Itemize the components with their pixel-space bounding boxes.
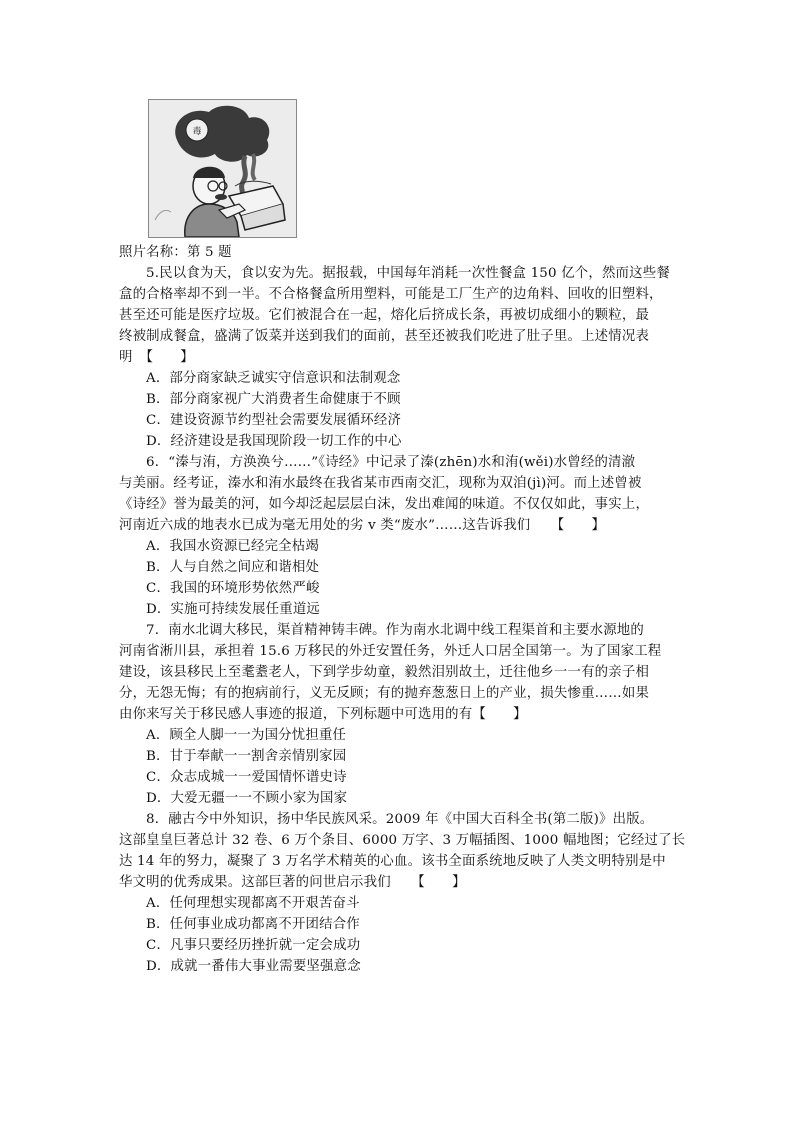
photo-caption: 照片名称：第 5 题 xyxy=(119,245,232,260)
q8-line: 华文明的优秀成果。这部巨著的问世启示我们 【 】 xyxy=(119,875,466,890)
q6-line: 《诗经》誉为最美的河，如今却泛起层层白沫，发出难闻的味道。不仅仅如此，事实上， xyxy=(119,497,650,512)
q5-option-a: A．部分商家缺乏诚实守信意识和法制观念 xyxy=(146,371,401,386)
q5-line: 5.民以食为天，食以安为先。据报载，中国每年消耗一次性餐盒 150 亿个，然而这些餐 xyxy=(146,266,670,281)
q7-line: 建设，该县移民上至耄耋老人，下到学步幼童，毅然泪别故土，迁往他乡一一有的亲子相 xyxy=(119,665,650,680)
q5-option-c: C．建设资源节约型社会需要发展循环经济 xyxy=(146,413,402,428)
q8-option-a: A．任何理想实现都离不开艰苦奋斗 xyxy=(146,896,360,911)
q7-option-c: C．众志成城一一爱国情怀谱史诗 xyxy=(146,770,347,785)
q6-line: 河南近六成的地表水已成为毫无用处的劣 v 类“废水”……这告诉我们 【 】 xyxy=(119,518,606,533)
q6-line: 与美丽。经考证，溱水和洧水最终在我省某市西南交汇，现称为双洎(jì)河。而上述曾被 xyxy=(119,476,642,491)
q8-line: 8．融古今中外知识，扬中华民族风采。2009 年《中国大百科全书(第二版)》出版。 xyxy=(146,812,654,827)
q8-line: 达 14 年的努力，凝聚了 3 万名学术精英的心血。该书全面系统地反映了人类文明特别是中 xyxy=(119,854,666,869)
q6-option-b: B．人与自然之间应和谐相处 xyxy=(146,560,320,575)
q5-line: 甚至还可能是医疗垃圾。它们被混合在一起，熔化后挤成长条，再被切成细小的颗粒，最 xyxy=(119,308,650,323)
q7-line: 分，无怨无悔；有的抱病前行，义无反顾；有的抛弃葱葱日上的产业，损失惨重……如果 xyxy=(119,686,650,701)
q5-line: 终被制成餐盒，盛满了饭菜并送到我们的面前，甚至还被我们吃进了肚子里。上述情况表 xyxy=(119,329,650,344)
q7-line: 由你来写关于移民感人事迹的报道，下列标题中可选用的有【 】 xyxy=(119,707,527,722)
q7-option-d: D．大爱无疆一一不顾小家为国家 xyxy=(146,791,348,806)
cartoon-drawing xyxy=(149,100,296,237)
q8-option-b: B．任何事业成功都离不开团结合作 xyxy=(146,917,360,932)
q8-option-d: D．成就一番伟大事业需要坚强意念 xyxy=(146,959,361,974)
illustration-image xyxy=(148,99,297,238)
q7-option-b: B．甘于奉献一一割舍亲情别家园 xyxy=(146,749,347,764)
q6-option-a: A．我国水资源已经完全枯竭 xyxy=(146,539,319,554)
q8-line: 这部皇皇巨著总计 32 卷、6 万个条目、6000 万字、3 万幅插图、1000 幅地图；它经过了长 xyxy=(119,833,686,848)
q7-line: 河南省淅川县，承担着 15.6 万移民的外迁安置任务，外迁人口居全国第一。为了国家工程 xyxy=(119,644,662,659)
q7-line: 7．南水北调大移民，渠首精神铸丰碑。作为南水北调中线工程渠首和主要水源地的 xyxy=(146,623,644,638)
q5-line: 明 【 】 xyxy=(119,350,194,365)
q8-option-c: C．凡事只要经历挫折就一定会成功 xyxy=(146,938,361,953)
q5-option-d: D．经济建设是我国现阶段一切工作的中心 xyxy=(146,434,402,449)
q5-line: 盒的合格率却不到一半。不合格餐盒所用塑料，可能是工厂生产的边角料、回收的旧塑料， xyxy=(119,287,663,302)
q5-option-b: B．部分商家视广大消费者生命健康于不顾 xyxy=(146,392,401,407)
q6-option-c: C．我国的环境形势依然严峻 xyxy=(146,581,320,596)
q6-line: 6．“溱与洧，方涣涣兮……”《诗经》中记录了溱(zhēn)水和洧(wěi)水曾经的清澈 xyxy=(146,455,636,470)
q7-option-a: A．顾全人脚一一为国分忧担重任 xyxy=(146,728,347,743)
q6-option-d: D．实施可持续发展任重道远 xyxy=(146,602,321,617)
svg-text:毒: 毒 xyxy=(192,127,202,137)
